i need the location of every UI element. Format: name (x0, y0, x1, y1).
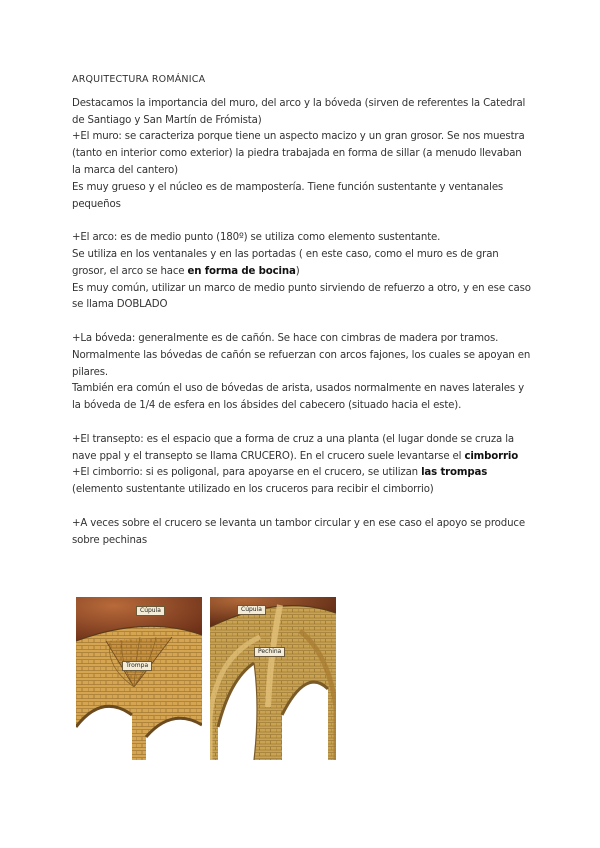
paragraph-tambor: +A veces sobre el crucero se levanta un tambor circular y en ese caso el apoyo se produce sobre pechinas (72, 517, 525, 546)
paragraph-muro-grosor: Es muy grueso y el núcleo es de mampostería. Tiene función sustentante y ventanales pequeños (72, 181, 504, 210)
figure-trompa (76, 597, 202, 760)
text-segment: ) (295, 265, 300, 277)
text-segment: (elemento sustentante utilizado en los cruceros para recibir el cimborrio) (72, 484, 434, 496)
paragraph-arco-uso (72, 247, 532, 281)
paragraph-transepto (72, 432, 532, 466)
figure-pechina (210, 597, 336, 760)
paragraph-arco-doblado: Es muy común, utilizar un marco de medio punto sirviendo de refuerzo a otro, y en ese caso se llama DOBLADO (72, 282, 531, 311)
paragraph-boveda-arista: También era común el uso de bóvedas de arista, usados normalmente en naves laterales y la bóveda de 1/4 de esfera en los ábsides del cabecero (situado hacia el este). (72, 383, 525, 412)
page-title: ARQUITECTURA ROMÁNICA (72, 74, 206, 85)
label-cupula: Cúpula (136, 606, 165, 616)
paragraph-arco: +El arco: es de medio punto (180º) se utiliza como elemento sustentante. (72, 232, 441, 244)
body-text (72, 72, 532, 549)
paragraph-muro: +El muro: se caracteriza porque tiene un aspecto macizo y un gran grosor. Se nos muestra (tanto en interior como exterior) la piedra trabajada en forma de sillar (a menudo llevaban la marca del cantero) (72, 131, 525, 176)
highlight-bocina: en forma de bocina (187, 265, 296, 277)
text-segment: +El cimborrio: si es poligonal, para apoyarse en el crucero, se utilizan (72, 467, 422, 479)
label-trompa: Trompa (122, 661, 152, 671)
spacer (72, 213, 532, 230)
highlight-trompas: las trompas (421, 467, 488, 479)
spacer (72, 314, 532, 331)
text-segment: Se utiliza en los ventanales y en las portadas ( en este caso, como el muro es de gran grosor, el arco se hace (72, 248, 499, 277)
label-cupula: Cúpula (237, 605, 266, 615)
paragraph-cimborrio (72, 465, 532, 499)
paragraph-intro: Destacamos la importancia del muro, del arco y la bóveda (sirven de referentes la Catedral de Santiago y San Martín de Frómista) (72, 97, 526, 126)
highlight-cimborrio: cimborrio (464, 450, 519, 462)
spacer (72, 499, 532, 516)
trompa-illustration (76, 597, 202, 760)
pechina-illustration (210, 597, 336, 760)
text-segment: +El transepto: es el espacio que a forma de cruz a una planta (el lugar donde se cruza la nave ppal y el transepto se llama CRUCERO). En el crucero suele levantarse el (72, 433, 514, 462)
label-pechina: Pechina (254, 647, 285, 657)
spacer (72, 415, 532, 432)
paragraph-boveda: +La bóveda: generalmente es de cañón. Se hace con cimbras de madera por tramos. Normalmente las bóvedas de cañón se refuerzan con arcos fajones, los cuales se apoyan en pilares. (72, 332, 531, 378)
